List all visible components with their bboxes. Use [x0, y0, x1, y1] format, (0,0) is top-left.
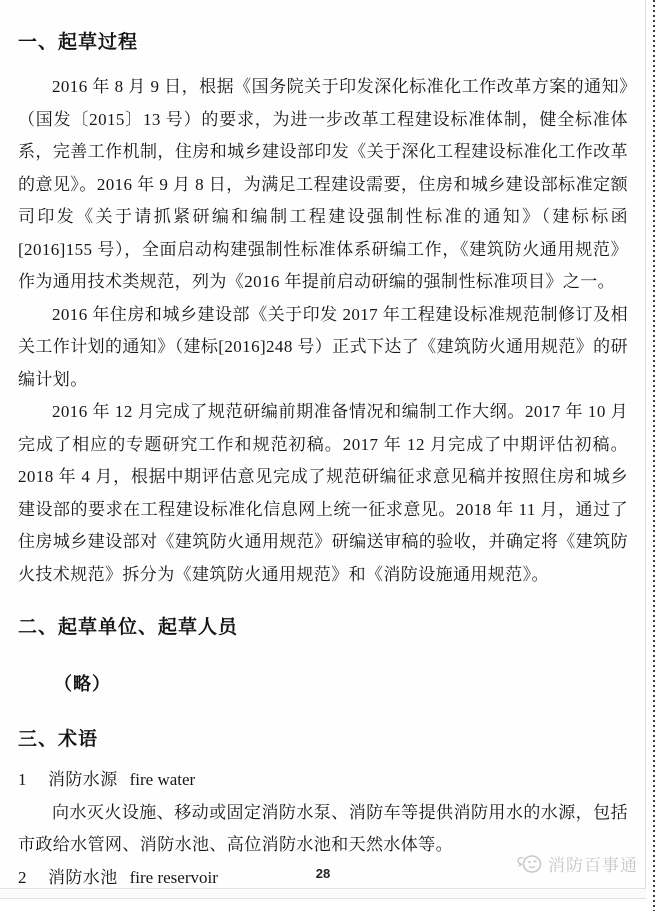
next-page-edge: [0, 898, 646, 911]
term-number: 2: [18, 867, 27, 887]
term-name-zh: 消防水源: [48, 770, 118, 789]
term-name-en: fire water: [129, 770, 196, 789]
watermark-text: 消防百事通: [548, 856, 638, 875]
page-gap: [0, 890, 646, 898]
omitted-note: （略）: [54, 674, 111, 694]
term-name-en: fire reservoir: [129, 867, 218, 887]
page-number: 28: [315, 866, 331, 881]
paragraph-3: 2016 年 12 月完成了规范研编前期准备情况和编制工作大纲。2017 年 10 月完成了相应的专题研究工作和规范初稿。2017 年 12 月完成了中期评估初稿。2018 年 4 月，根据中期评估意见完成了规范研编征求意见稿并按照住房和城乡建设部的要求在工程建设标准化信息网上统一征求意见。2018 年 11 月，通过了住房城乡建设部对《建筑防火通用规范》研编送审稿的验收，并确定将《建筑防火技术规范》拆分为《建筑防火通用规范》和《消防设施通用规范》。: [18, 402, 628, 584]
term-item-fire-water: [18, 764, 628, 797]
term-number: 1: [18, 770, 27, 789]
section-heading-drafting-process: 一、起草过程: [18, 32, 139, 53]
chat-face-logo-icon: [517, 854, 543, 874]
paragraph-2: 2016 年住房和城乡建设部《关于印发 2017 年工程建设标准规范制修订及相关工作计划的通知》（建标[2016]248 号）正式下达了《建筑防火通用规范》的研编计划。: [18, 304, 628, 389]
section-heading-terminology: 三、术语: [18, 729, 99, 750]
paragraph-1: 2016 年 8 月 9 日，根据《国务院关于印发深化标准化工作改革方案的通知》（国发〔2015〕13 号）的要求，为进一步改革工程建设标准体制，健全标准体系，完善工作机制，住房和城乡建设部印发《关于深化工程建设标准化工作改革的意见》。2016 年 9 月 8 日，为满足工程建设需要，住房和城乡建设部标准定额司印发《关于请抓紧研编和编制工程建设强制性标准的通知》（建标标函[2016]155 号），全面启动构建强制性标准体系研编工作，《建筑防火通用规范》作为通用技术类规范，列为《2016 年提前启动研编的强制性标准项目》之一。: [18, 77, 628, 291]
term-definition-fire-water: 向水灭火设施、移动或固定消防水泵、消防车等提供消防用水的水源，包括市政给水管网、消防水池、高位消防水池和天然水体等。: [18, 802, 628, 854]
term-name-zh: 消防水池: [48, 867, 118, 887]
brand-watermark: [517, 851, 638, 876]
page-edge-dotted-line: [653, 0, 655, 911]
section-heading-drafting-units: 二、起草单位、起草人员: [18, 617, 239, 638]
